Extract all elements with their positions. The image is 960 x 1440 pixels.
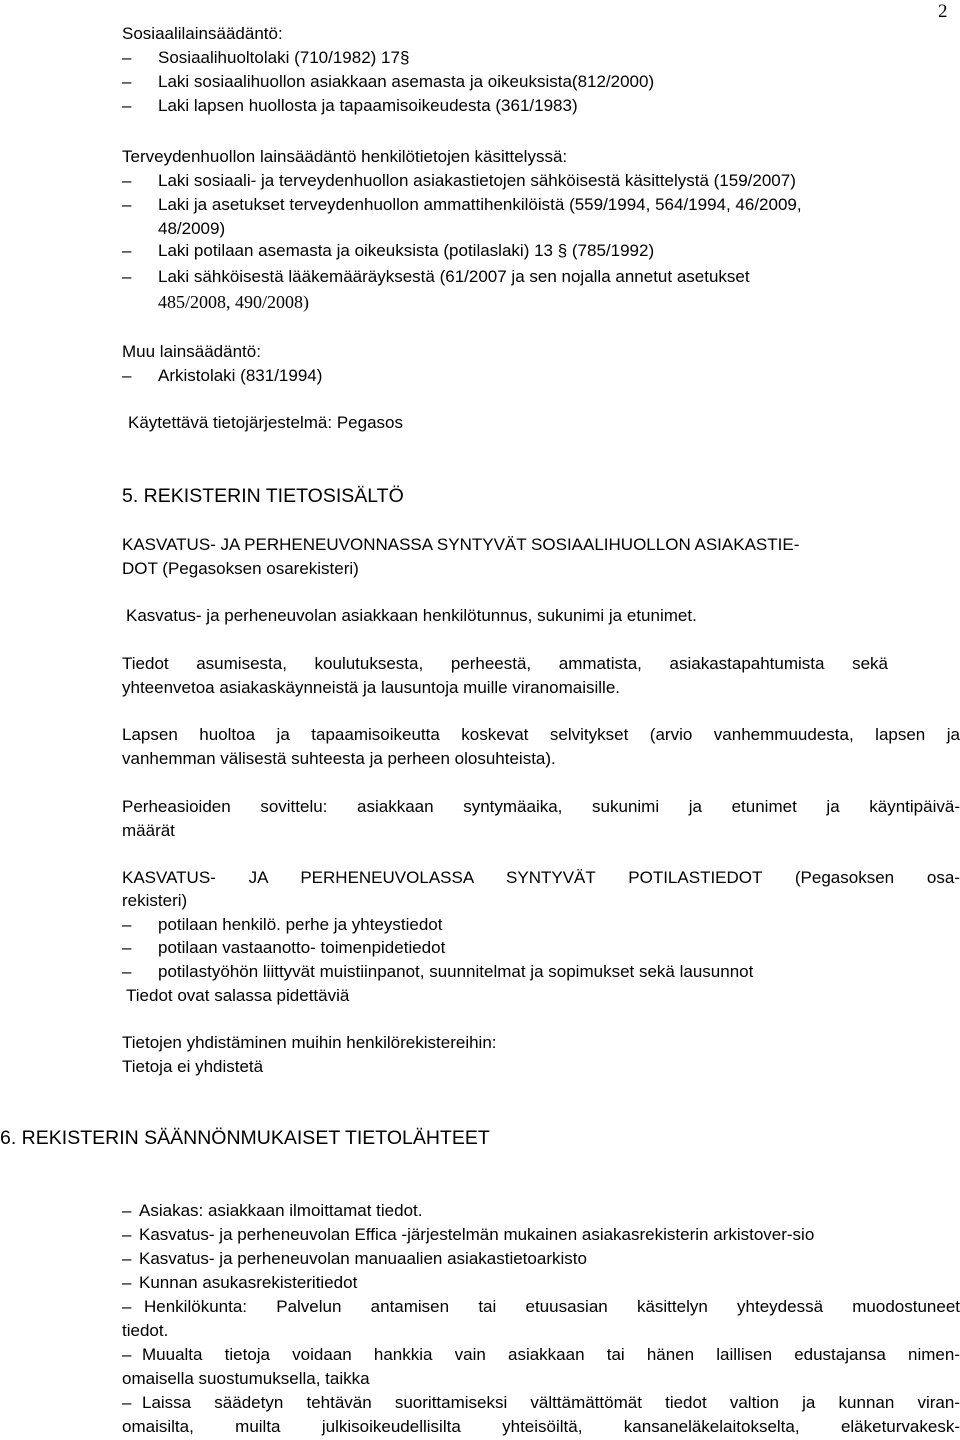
health-law-item: Laki ja asetukset terveydenhuollon ammattihenkilöistä (559/1994, 564/1994, 46/2009, xyxy=(158,195,802,214)
patient-data-subheading: KASVATUS- JA PERHENEUVOLASSA SYNTYVÄT POTILASTIEDOT (Pegasoksen osa- xyxy=(122,868,960,887)
bullet-dash-icon: – xyxy=(122,195,132,214)
bullet-dash-icon: – xyxy=(122,1249,132,1268)
paragraph-background-data-continued: yhteenvetoa asiakaskäynneistä ja lausuntoja muille viranomaisille. xyxy=(122,678,620,697)
bullet-dash-icon: – xyxy=(122,72,132,91)
social-law-item: Sosiaalihuoltolaki (710/1982) 17§ xyxy=(158,48,410,67)
page-number: 2 xyxy=(938,1,948,22)
bullet-dash-icon: – xyxy=(122,96,132,115)
source-item: Kasvatus- ja perheneuvolan Effica -järjestelmän mukainen asiakasrekisterin arkistover-sio xyxy=(139,1225,815,1244)
client-data-subheading-continued: DOT (Pegasoksen osarekisteri) xyxy=(122,559,359,578)
source-item: Henkilökunta: Palvelun antamisen tai etuusasian käsittelyn yhteydessä muodostuneet xyxy=(144,1297,960,1316)
section-5-heading: 5. REKISTERIN TIETOSISÄLTÖ xyxy=(122,485,404,507)
source-item-continued: omaisilta, muilta julkisoikeudellisilta yhteisöiltä, kansaneläkelaitokselta, eläketurvakesk- xyxy=(122,1417,960,1436)
bullet-dash-icon: – xyxy=(122,1273,132,1292)
paragraph-custody-data: Lapsen huoltoa ja tapaamisoikeutta koskevat selvitykset (arvio vanhemmuudesta, lapsen ja xyxy=(122,725,960,744)
bullet-dash-icon: – xyxy=(122,1201,132,1220)
social-law-item: Laki sosiaalihuollon asiakkaan asemasta ja oikeuksista(812/2000) xyxy=(158,72,655,91)
bullet-dash-icon: – xyxy=(122,1393,132,1412)
bullet-dash-icon: – xyxy=(122,938,132,957)
register-combination-value: Tietoja ei yhdistetä xyxy=(122,1057,264,1076)
source-item: Asiakas: asiakkaan ilmoittamat tiedot. xyxy=(139,1201,423,1220)
bullet-dash-icon: – xyxy=(122,1345,132,1364)
bullet-dash-icon: – xyxy=(122,1297,132,1316)
paragraph-custody-data-continued: vanhemman välisestä suhteesta ja perheen olosuhteista). xyxy=(122,749,556,768)
health-law-item-continued: 48/2009) xyxy=(158,219,226,238)
patient-data-item: potilastyöhön liittyvät muistiinpanot, suunnitelmat ja sopimukset sekä lausunnot xyxy=(158,962,754,981)
patient-data-item: potilaan vastaanotto- toimenpidetiedot xyxy=(158,938,446,957)
bullet-dash-icon: – xyxy=(122,366,132,385)
bullet-dash-icon: – xyxy=(122,171,132,190)
information-system-line: Käytettävä tietojärjestelmä: Pegasos xyxy=(128,413,403,432)
patient-data-item: potilaan henkilö. perhe ja yhteystiedot xyxy=(158,915,443,934)
social-law-item: Laki lapsen huollosta ja tapaamisoikeudesta (361/1983) xyxy=(158,96,578,115)
source-item: Muualta tietoja voidaan hankkia vain asiakkaan tai hänen laillisen edustajansa nimen- xyxy=(142,1345,960,1364)
other-law-item: Arkistolaki (831/1994) xyxy=(158,366,323,385)
paragraph-mediation-data-continued: määrät xyxy=(122,821,175,840)
paragraph-identity-data: Kasvatus- ja perheneuvolan asiakkaan henkilötunnus, sukunimi ja etunimet. xyxy=(126,606,697,625)
bullet-dash-icon: – xyxy=(122,267,132,286)
paragraph-mediation-data: Perheasioiden sovittelu: asiakkaan syntymäaika, sukunimi ja etunimet ja käyntipäivä- xyxy=(122,797,960,816)
source-item: Kasvatus- ja perheneuvolan manuaalien asiakastietoarkisto xyxy=(139,1249,587,1268)
health-law-item: Laki potilaan asemasta ja oikeuksista (potilaslaki) 13 § (785/1992) xyxy=(158,241,655,260)
register-combination-heading: Tietojen yhdistäminen muihin henkilörekistereihin: xyxy=(122,1033,497,1052)
bullet-dash-icon: – xyxy=(122,962,132,981)
social-legislation-heading: Sosiaalilainsäädäntö: xyxy=(122,24,283,43)
bullet-dash-icon: – xyxy=(122,48,132,67)
source-item: Laissa säädetyn tehtävän suorittamiseksi välttämättömät tiedot valtion ja kunnan viran- xyxy=(142,1393,960,1412)
health-legislation-heading: Terveydenhuollon lainsäädäntö henkilötietojen käsittelyssä: xyxy=(122,147,568,166)
bullet-dash-icon: – xyxy=(122,241,132,260)
source-item-continued: tiedot. xyxy=(122,1321,169,1340)
section-6-heading: 6. REKISTERIN SÄÄNNÖNMUKAISET TIETOLÄHTEET xyxy=(0,1127,490,1149)
health-law-item-continued: 485/2008, 490/2008) xyxy=(158,292,309,312)
other-legislation-heading: Muu lainsäädäntö: xyxy=(122,342,261,361)
confidentiality-note: Tiedot ovat salassa pidettäviä xyxy=(126,986,350,1005)
health-law-item: Laki sähköisestä lääkemääräyksestä (61/2007 ja sen nojalla annetut asetukset xyxy=(158,267,750,286)
bullet-dash-icon: – xyxy=(122,1225,132,1244)
source-item-continued: omaisella suostumuksella, taikka xyxy=(122,1369,370,1388)
patient-data-subheading-continued: rekisteri) xyxy=(122,891,188,910)
source-item: Kunnan asukasrekisteritiedot xyxy=(139,1273,358,1292)
paragraph-background-data: Tiedot asumisesta, koulutuksesta, perheestä, ammatista, asiakastapahtumista sekä xyxy=(122,654,888,673)
bullet-dash-icon: – xyxy=(122,915,132,934)
health-law-item: Laki sosiaali- ja terveydenhuollon asiakastietojen sähköisestä käsittelystä (159/2007) xyxy=(158,171,796,190)
client-data-subheading: KASVATUS- JA PERHENEUVONNASSA SYNTYVÄT SOSIAALIHUOLLON ASIAKASTIE- xyxy=(122,535,800,554)
